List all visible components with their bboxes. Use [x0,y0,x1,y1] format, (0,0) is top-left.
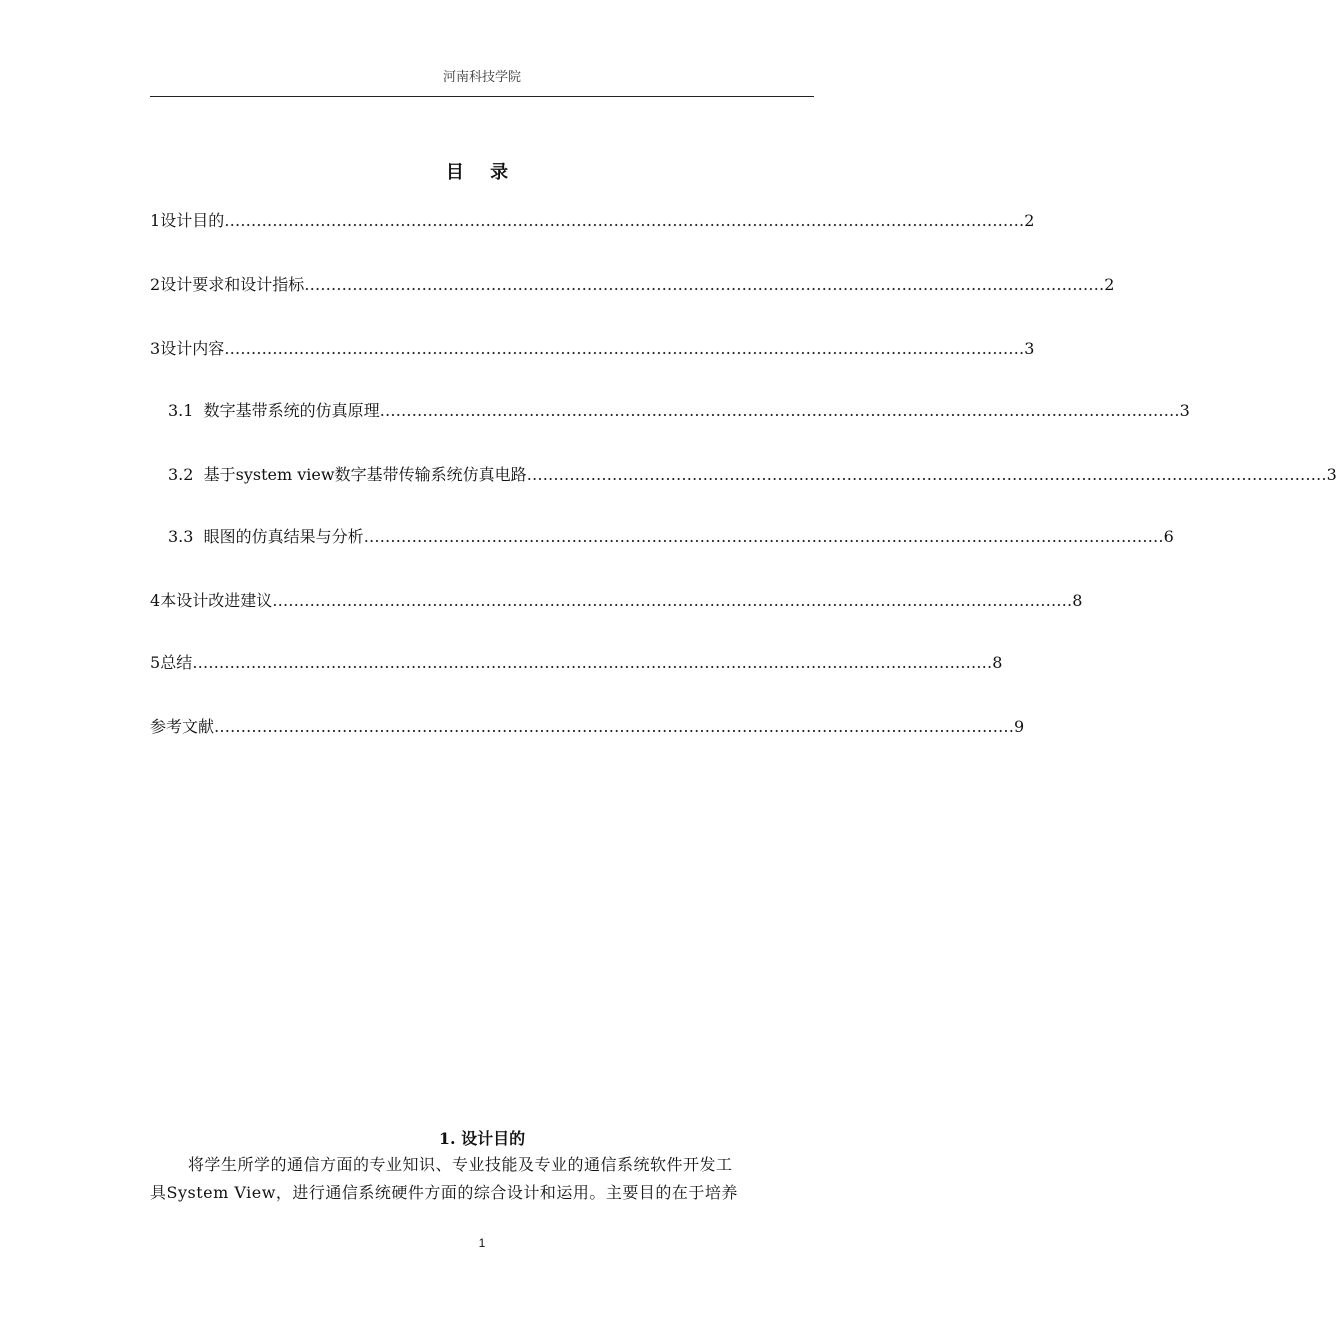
body-text-line: 将学生所学的通信方面的专业知识、专业技能及专业的通信系统软件开发工 [188,1155,733,1174]
toc-entry-3-1[interactable] [168,398,1190,421]
toc-entry-label: 参考文献 [150,717,215,736]
toc-entry-label: 眼图的仿真结果与分析 [203,527,364,546]
body-text-line: 具System View，进行通信系统硬件方面的综合设计和运用。主要目的在于培养 [150,1183,738,1202]
toc-leader-dots: …………………………………………………………………………………………………………………………………… [214,717,1015,736]
toc-entry-number: 4 [150,591,161,610]
toc-title: 目 录 [445,162,519,183]
toc-entry-page: 6 [1163,527,1174,546]
toc-entry-page: 2 [1104,275,1115,294]
header-rule [150,96,814,97]
toc-entry-label: 设计内容 [160,339,225,358]
toc-entry-number: 1 [150,211,161,230]
toc-entry-page: 2 [1024,211,1035,230]
toc-entry-4[interactable] [150,588,1083,611]
toc-entry-number: 3 [150,339,161,358]
page-header: 河南科技学院 [442,70,521,85]
toc-leader-dots: …………………………………………………………………………………………………………………………………… [363,527,1164,546]
toc-entry-number: 5 [150,653,161,672]
page-number: 1 [478,1236,486,1250]
toc-entry-label: 基于system view数字基带传输系统仿真电路 [203,465,527,484]
toc-entry-page: 3 [1326,465,1337,484]
section-heading: 1. 设计目的 [438,1129,526,1148]
toc-entry-label: 设计目的 [160,211,225,230]
toc-entry-page: 3 [1179,401,1190,420]
toc-entry-3-3[interactable] [168,524,1174,547]
toc-entry-1[interactable] [150,208,1035,231]
toc-leader-dots: …………………………………………………………………………………………………………………………………… [224,339,1025,358]
toc-entry-references[interactable] [150,714,1025,737]
toc-leader-dots: …………………………………………………………………………………………………………………………………… [272,591,1073,610]
toc-entry-number: 3.3 [168,527,204,546]
toc-entry-page: 3 [1024,339,1035,358]
toc-entry-page: 9 [1014,717,1025,736]
toc-entry-3-2[interactable] [168,462,1337,485]
toc-entry-label: 设计要求和设计指标 [160,275,305,294]
toc-entry-number: 3.1 [168,401,204,420]
toc-entry-5[interactable] [150,650,1003,673]
toc-entry-label: 本设计改进建议 [160,591,273,610]
toc-entry-2[interactable] [150,272,1115,295]
toc-entry-page: 8 [992,653,1003,672]
toc-entry-3[interactable] [150,336,1035,359]
toc-entry-number: 3.2 [168,465,204,484]
toc-leader-dots: …………………………………………………………………………………………………………………………………… [526,465,1327,484]
toc-entry-label: 数字基带系统的仿真原理 [203,401,380,420]
toc-leader-dots: …………………………………………………………………………………………………………………………………… [304,275,1105,294]
toc-leader-dots: …………………………………………………………………………………………………………………………………… [192,653,993,672]
toc-entry-page: 8 [1072,591,1083,610]
toc-entry-label: 总结 [160,653,193,672]
toc-leader-dots: …………………………………………………………………………………………………………………………………… [379,401,1180,420]
toc-entry-number: 2 [150,275,161,294]
toc-leader-dots: …………………………………………………………………………………………………………………………………… [224,211,1025,230]
